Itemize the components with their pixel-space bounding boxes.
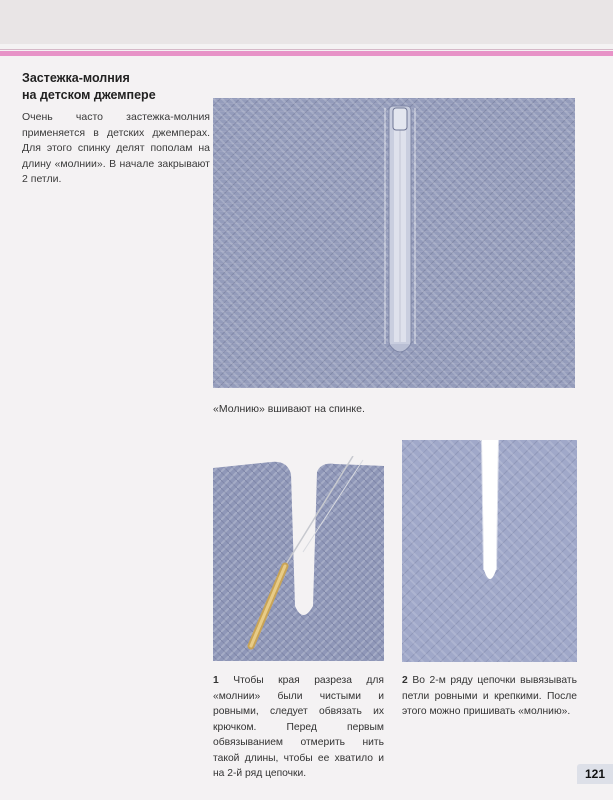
section-title-line1: Застежка-молния bbox=[22, 71, 130, 85]
step-2-number: 2 bbox=[402, 675, 408, 686]
step-1-number: 1 bbox=[213, 675, 219, 686]
header-rule bbox=[0, 49, 613, 50]
step-2-caption bbox=[402, 673, 577, 720]
step-2-text: Во 2-м ряду цепочки вывязывать петли ровными и крепкими. После этого можно пришивать «молнию». bbox=[402, 675, 577, 717]
finished-slit-illustration bbox=[402, 440, 577, 662]
crochet-slit-illustration bbox=[213, 456, 384, 661]
section-title-line2: на детском джемпере bbox=[22, 88, 156, 102]
intro-paragraph: Очень часто застежка-молния применяется в детских джемперах. Для этого спинку делят пополам на длину «молнии». В начале закрывают 2 петли. bbox=[22, 111, 210, 185]
accent-stripe bbox=[0, 51, 613, 56]
photo-caption: «Молнию» вшивают на спинке. bbox=[213, 403, 365, 415]
zipper-illustration bbox=[213, 98, 575, 388]
zipper-pull-icon bbox=[393, 108, 407, 130]
page-number: 121 bbox=[577, 764, 613, 784]
photo-zipper-back bbox=[213, 98, 575, 388]
step-1-caption bbox=[213, 673, 384, 782]
section-title bbox=[22, 70, 212, 104]
header-band bbox=[0, 0, 613, 44]
photo-step-2 bbox=[402, 440, 577, 662]
photo-step-1 bbox=[213, 456, 384, 661]
step-1-text: Чтобы края разреза для «молнии» были чистыми и ровными, следует обвязать их крючком. Перед первым обвязыванием отмерить нить такой длины, чтобы ее хватило и на 2-й ряд цепочки. bbox=[213, 675, 384, 779]
